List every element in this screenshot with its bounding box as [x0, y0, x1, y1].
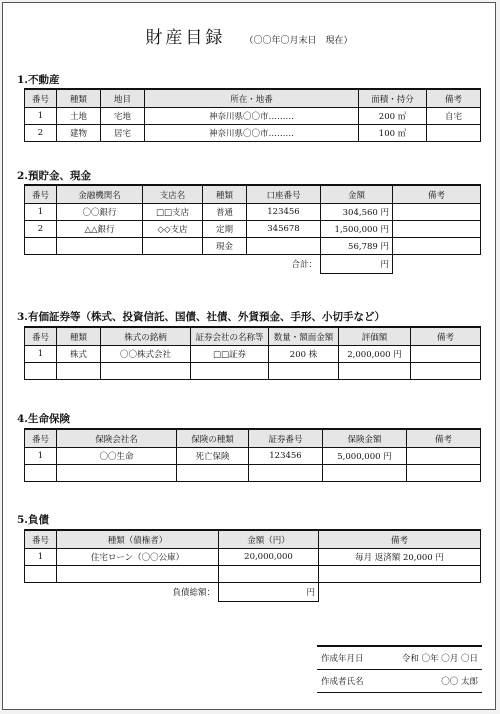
table-cell: [407, 448, 481, 465]
table-cell: [57, 465, 177, 482]
table-cell: [269, 363, 339, 380]
table-cell: 304,560 円: [321, 204, 393, 221]
table-cell: 56,789 円: [321, 238, 393, 255]
table-cell: [411, 363, 481, 380]
col-header: 番号: [25, 530, 57, 549]
table-cell: 200 ㎡: [359, 108, 427, 125]
table-row: [25, 108, 481, 125]
table-header-row: [25, 429, 481, 448]
signature-block: [317, 645, 482, 693]
table-cell: [319, 566, 481, 583]
col-header: 所在・地番: [145, 89, 359, 108]
col-header: 面積・持分: [359, 89, 427, 108]
table-cell: 〇〇株式会社: [101, 346, 191, 363]
table-cell: □□支店: [143, 204, 203, 221]
creation-date-label: 作成年月日: [321, 654, 364, 664]
table-cell: 定期: [203, 221, 247, 238]
col-header: 株式の銘柄: [101, 327, 191, 346]
table-cell: [323, 465, 407, 482]
table-header-row: [25, 89, 481, 108]
col-header: 備考: [319, 530, 481, 549]
col-header: 種類: [57, 89, 101, 108]
author-name-value: 〇〇 太郎: [441, 677, 478, 687]
debts-total-row: [25, 583, 481, 602]
author-name-row: [317, 670, 482, 693]
table-cell: [219, 566, 319, 583]
document-title: [3, 23, 495, 48]
savings-total-value: 円: [321, 255, 393, 274]
table-cell: 神奈川県〇〇市………: [145, 125, 359, 142]
table-cell: [339, 363, 411, 380]
col-header: 証券会社の名称等: [191, 327, 269, 346]
debts-total-label: 負債総額：: [172, 588, 215, 599]
table-cell: 1: [25, 549, 57, 566]
table-cell: 1: [25, 108, 57, 125]
table-row: [25, 549, 481, 566]
col-header: 番号: [25, 185, 57, 204]
debts-table: [24, 529, 481, 602]
table-row: [25, 346, 481, 363]
table-cell: [25, 238, 57, 255]
table-cell: 20,000,000: [219, 549, 319, 566]
col-header: 種類（債権者）: [57, 530, 219, 549]
table-row: [25, 566, 481, 583]
col-header: 備考: [411, 327, 481, 346]
table-cell: 5,000,000 円: [323, 448, 407, 465]
col-header: 地目: [101, 89, 145, 108]
table-row: [25, 204, 481, 221]
savings-total-row: [25, 255, 481, 274]
col-header: 備考: [407, 429, 481, 448]
table-cell: ◇◇支店: [143, 221, 203, 238]
table-cell: [393, 221, 481, 238]
table-cell: 2: [25, 221, 57, 238]
table-cell: 神奈川県〇〇市………: [145, 108, 359, 125]
col-header: 保険の種類: [177, 429, 249, 448]
col-header: 保険会社名: [57, 429, 177, 448]
title-main: 財産目録: [145, 28, 226, 48]
table-cell: 1,500,000 円: [321, 221, 393, 238]
securities-heading: 3.有価証券等（株式、投資信託、国債、社債、外貨預金、手形、小切手など）: [17, 311, 385, 323]
table-cell: [101, 363, 191, 380]
realestate-table: [24, 88, 481, 142]
col-header: 金融機関名: [57, 185, 143, 204]
insurance-heading: 4.生命保険: [17, 413, 70, 425]
table-header-row: [25, 185, 481, 204]
table-row: [25, 448, 481, 465]
table-cell: 123456: [249, 448, 323, 465]
table-cell: 自宅: [427, 108, 481, 125]
debts-heading: 5.負債: [17, 514, 49, 526]
col-header: 備考: [427, 89, 481, 108]
table-cell: 居宅: [101, 125, 145, 142]
table-cell: 建物: [57, 125, 101, 142]
table-cell: [57, 238, 143, 255]
table-cell: [191, 363, 269, 380]
table-cell: [407, 465, 481, 482]
table-cell: [57, 363, 101, 380]
table-cell: [25, 465, 57, 482]
creation-date-value: 令和 〇年 〇月 〇日: [401, 654, 478, 664]
col-header: 支店名: [143, 185, 203, 204]
savings-heading: 2.預貯金、現金: [17, 170, 91, 182]
table-row: [25, 238, 481, 255]
savings-total-label: 合計：: [291, 260, 317, 271]
col-header: 数量・額面金額: [269, 327, 339, 346]
table-cell: 200 株: [269, 346, 339, 363]
table-cell: 1: [25, 448, 57, 465]
table-cell: [393, 238, 481, 255]
table-cell: 345678: [247, 221, 321, 238]
table-cell: 株式: [57, 346, 101, 363]
table-cell: 土地: [57, 108, 101, 125]
table-cell: [143, 238, 203, 255]
table-cell: 123456: [247, 204, 321, 221]
table-row: [25, 363, 481, 380]
table-header-row: [25, 327, 481, 346]
table-cell: 宅地: [101, 108, 145, 125]
creation-date-row: [317, 645, 482, 670]
savings-table: [24, 184, 481, 274]
col-header: 番号: [25, 89, 57, 108]
col-header: 備考: [393, 185, 481, 204]
table-cell: 普通: [203, 204, 247, 221]
col-header: 証券番号: [249, 429, 323, 448]
col-header: 保険金額: [323, 429, 407, 448]
table-cell: [393, 204, 481, 221]
table-row: [25, 465, 481, 482]
table-cell: [25, 566, 57, 583]
table-cell: 現金: [203, 238, 247, 255]
table-cell: 100 ㎡: [359, 125, 427, 142]
col-header: 種類: [57, 327, 101, 346]
table-cell: 〇〇銀行: [57, 204, 143, 221]
table-cell: 死亡保険: [177, 448, 249, 465]
author-name-label: 作成者氏名: [321, 677, 364, 687]
table-header-row: [25, 530, 481, 549]
document-page: [2, 2, 496, 710]
securities-table: [24, 326, 481, 380]
table-cell: [247, 238, 321, 255]
col-header: 金額（円）: [219, 530, 319, 549]
table-cell: [57, 566, 219, 583]
debts-total-value: 円: [219, 583, 319, 602]
realestate-heading: 1.不動産: [17, 74, 60, 86]
insurance-table: [24, 428, 481, 482]
col-header: 金額: [321, 185, 393, 204]
table-row: [25, 221, 481, 238]
table-row: [25, 125, 481, 142]
table-cell: 〇〇生命: [57, 448, 177, 465]
table-cell: 1: [25, 346, 57, 363]
table-cell: 毎月 返済額 20,000 円: [319, 549, 481, 566]
title-date: （〇〇年〇月末日 現在）: [244, 36, 353, 46]
table-cell: [411, 346, 481, 363]
col-header: 口座番号: [247, 185, 321, 204]
col-header: 種類: [203, 185, 247, 204]
col-header: 評価額: [339, 327, 411, 346]
table-cell: [177, 465, 249, 482]
table-cell: 1: [25, 204, 57, 221]
col-header: 番号: [25, 429, 57, 448]
table-cell: 2: [25, 125, 57, 142]
table-cell: □□証券: [191, 346, 269, 363]
col-header: 番号: [25, 327, 57, 346]
table-cell: [25, 363, 57, 380]
table-cell: [427, 125, 481, 142]
table-cell: 住宅ローン（〇〇公庫）: [57, 549, 219, 566]
table-cell: △△銀行: [57, 221, 143, 238]
table-cell: [249, 465, 323, 482]
table-cell: 2,000,000 円: [339, 346, 411, 363]
